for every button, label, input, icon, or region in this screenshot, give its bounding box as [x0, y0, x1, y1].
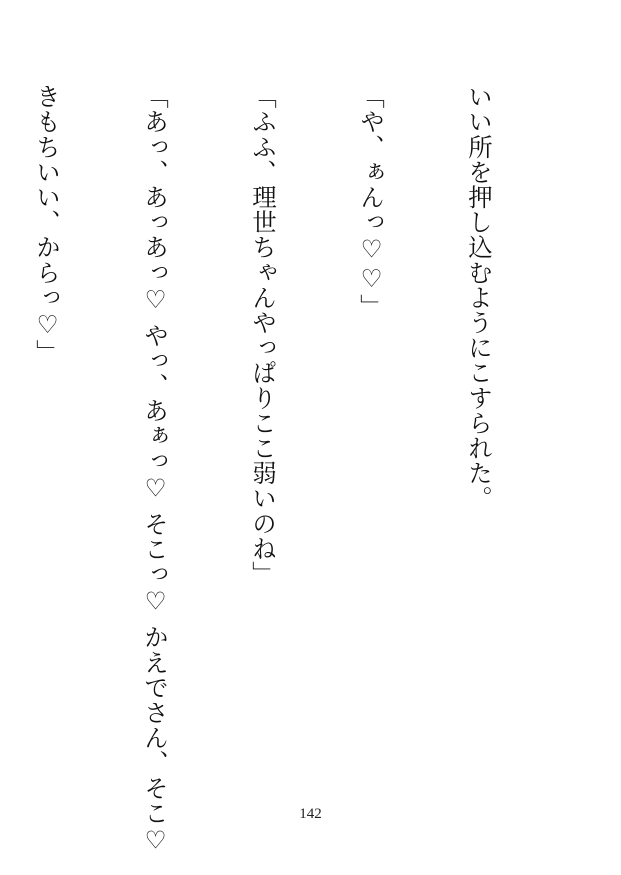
text-line: きもちいい、からっ♡」	[33, 84, 62, 365]
text-line: 「や、ぁんっ♡♡」	[357, 84, 386, 319]
text-line: 「ふふ、理世ちゃんやっぱりここ弱いのね」	[249, 84, 278, 586]
page-number: 142	[299, 806, 322, 822]
text-line: 「あっ、あっあっ♡ やっ、あぁっ♡ そこっ♡ かえでさん、そこ♡	[141, 84, 170, 856]
text-line: いい所を押し込むようにこすられた。	[465, 84, 494, 511]
